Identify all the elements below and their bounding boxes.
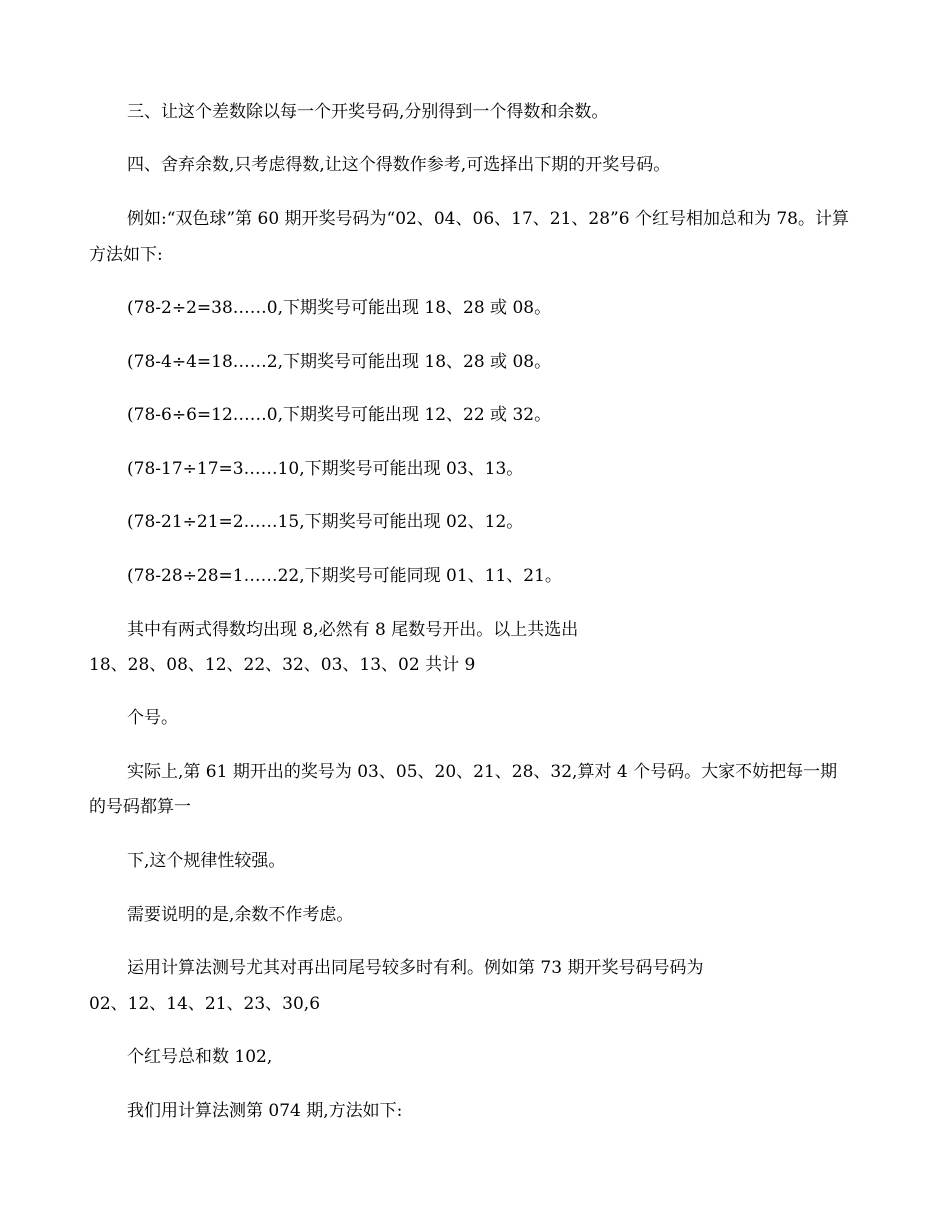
paragraph-example-line-2: 方法如下: (89, 245, 163, 265)
calculation-line-2: (78-4÷4=18……2,下期奖号可能出现 18、28 或 08。 (127, 352, 552, 372)
paragraph-step-four: 四、舍弃余数,只考虑得数,让这个得数作参考,可选择出下期的开奖号码。 (127, 155, 671, 175)
calculation-line-6: (78-28÷28=1……22,下期奖号可能同现 01、11、21。 (127, 566, 562, 586)
paragraph-method-line-2: 02、12、14、21、23、30,6 (89, 994, 321, 1014)
paragraph-method-line-3: 个红号总和数 102, (127, 1047, 273, 1067)
paragraph-actual-line-2: 的号码都算一 (89, 797, 191, 817)
paragraph-note: 需要说明的是,余数不作考虑。 (127, 905, 354, 925)
calculation-line-5: (78-21÷21=2……15,下期奖号可能出现 02、12。 (127, 512, 524, 532)
paragraph-actual-line-3: 下,这个规律性较强。 (127, 851, 286, 871)
paragraph-method-line-1: 运用计算法测号尤其对再出同尾号较多时有利。例如第 73 期开奖号码号码为 (127, 958, 704, 978)
paragraph-method-line-4: 我们用计算法测第 074 期,方法如下: (127, 1101, 403, 1121)
calculation-line-3: (78-6÷6=12……0,下期奖号可能出现 12、22 或 32。 (127, 405, 552, 425)
paragraph-summary-line-1: 其中有两式得数均出现 8,必然有 8 尾数号开出。以上共选出 (127, 620, 579, 640)
calculation-line-4: (78-17÷17=3……10,下期奖号可能出现 03、13。 (127, 459, 524, 479)
paragraph-summary-line-2: 18、28、08、12、22、32、03、13、02 共计 9 (89, 655, 476, 675)
paragraph-example-line-1: 例如:“双色球”第 60 期开奖号码为“02、04、06、17、21、28”6 个红号相加总和为 78。计算 (127, 209, 849, 229)
paragraph-actual-line-1: 实际上,第 61 期开出的奖号为 03、05、20、21、28、32,算对 4 个号码。大家不妨把每一期 (127, 762, 838, 782)
paragraph-step-three: 三、让这个差数除以每一个开奖号码,分别得到一个得数和余数。 (127, 102, 609, 122)
calculation-line-1: (78-2÷2=38……0,下期奖号可能出现 18、28 或 08。 (127, 298, 552, 318)
paragraph-summary-line-3: 个号。 (127, 708, 178, 728)
